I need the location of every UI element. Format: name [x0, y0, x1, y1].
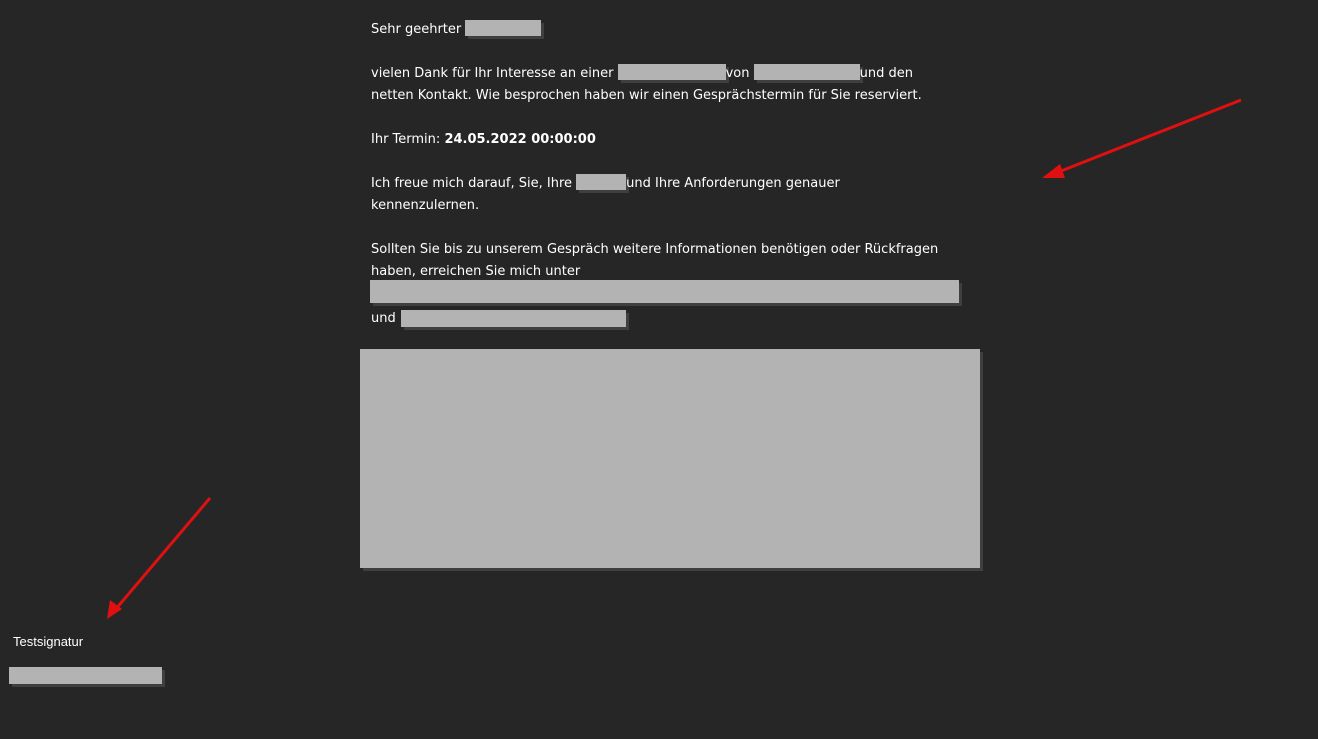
annotation-arrow-left-icon — [100, 490, 220, 630]
appointment-label: Ihr Termin: — [371, 132, 441, 147]
and-line — [371, 308, 396, 330]
look-forward-text-2: und Ihre Anforderungen genauer — [626, 176, 840, 191]
redacted-term — [576, 174, 626, 190]
redacted-company — [754, 64, 860, 80]
appointment-line — [371, 129, 991, 151]
intro-paragraph — [371, 63, 991, 107]
redacted-contact-2 — [401, 310, 626, 327]
and-word: und — [371, 311, 396, 326]
intro-text-2: von — [725, 66, 750, 81]
questions-line-1: Sollten Sie bis zu unserem Gespräch weitere Informationen benötigen oder Rückfragen — [371, 242, 939, 257]
intro-line-2: netten Kontakt. Wie besprochen haben wir einen Gesprächstermin für Sie reserviert. — [371, 88, 922, 103]
redacted-recipient-name — [465, 20, 541, 36]
redacted-product — [618, 64, 726, 80]
look-forward-line-2: kennenzulernen. — [371, 198, 480, 213]
redacted-image-block — [360, 349, 980, 568]
salutation-text: Sehr geehrter — [371, 22, 462, 37]
look-forward-paragraph — [371, 173, 991, 217]
look-forward-line-1 — [371, 173, 991, 195]
look-forward-text-1: Ich freue mich darauf, Sie, Ihre — [371, 176, 573, 191]
email-body — [371, 19, 991, 283]
intro-line-1 — [371, 63, 991, 85]
questions-line-2: haben, erreichen Sie mich unter — [371, 264, 581, 279]
intro-text-1: vielen Dank für Ihr Interesse an einer — [371, 66, 614, 81]
intro-text-3: und den — [859, 66, 913, 81]
salutation-line — [371, 19, 991, 41]
signature-label: Testsignatur — [13, 634, 84, 649]
annotation-arrow-right-icon — [1030, 90, 1250, 190]
redacted-signature-name — [9, 667, 162, 684]
appointment-value: 24.05.2022 00:00:00 — [444, 132, 596, 147]
questions-paragraph — [371, 239, 991, 283]
redacted-contact-1 — [370, 280, 959, 303]
